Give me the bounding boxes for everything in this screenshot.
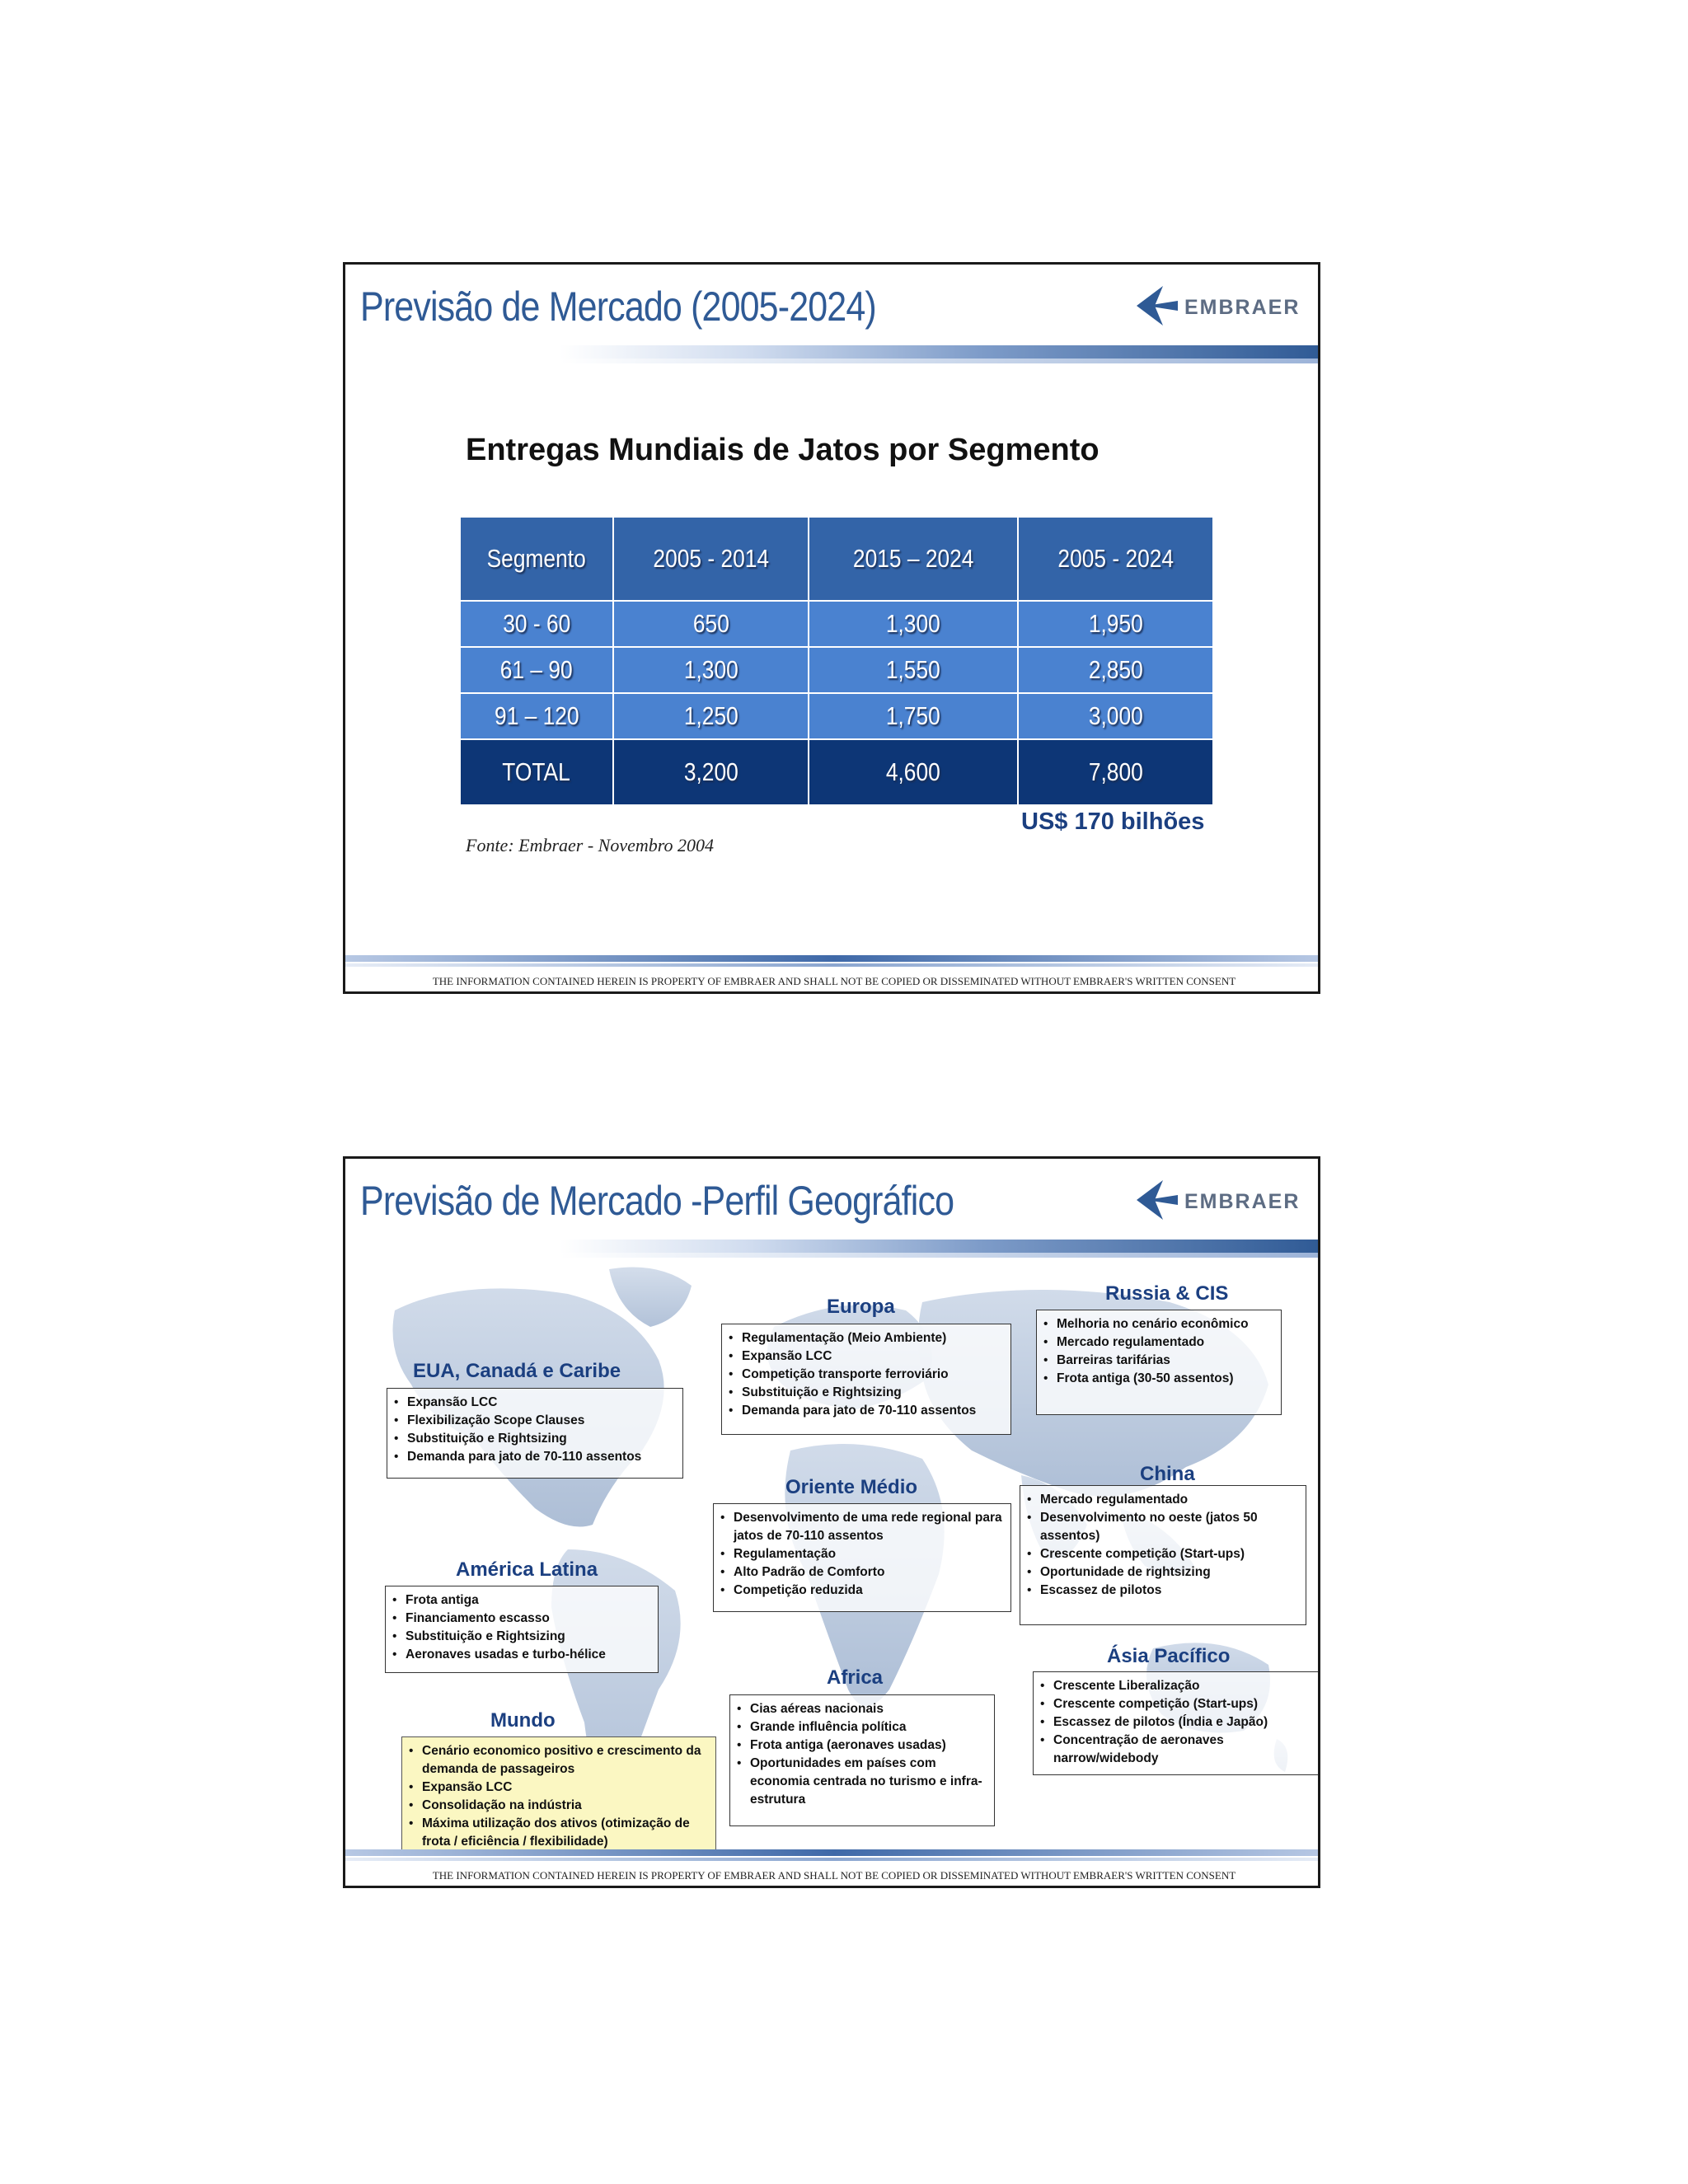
table-title: Entregas Mundiais de Jatos por Segmento [466, 433, 1100, 467]
region-title-europe: Europa [827, 1296, 895, 1318]
header-cell: Segmento [460, 517, 613, 601]
embraer-logo [1130, 1175, 1303, 1225]
region-title-middle-east: Oriente Médio [785, 1476, 918, 1498]
table-header-row [460, 517, 1213, 601]
list-item: • Mercado regulamentado [1027, 1491, 1299, 1509]
list-item: • Demanda para jato de 70-110 assentos [394, 1448, 676, 1466]
table-cell: 3,000 [1018, 693, 1213, 739]
list-item: • Expansão LCC [729, 1347, 1004, 1366]
region-title-latin-america: América Latina [456, 1558, 598, 1581]
list-item: • Financiamento escasso [392, 1610, 651, 1628]
table-cell: 1,750 [809, 693, 1018, 739]
table-cell: 650 [613, 601, 809, 647]
list-item: • Frota antiga [392, 1591, 651, 1610]
table-cell: 30 - 60 [460, 601, 613, 647]
table-cell: 61 – 90 [460, 647, 613, 693]
list-item: • Escassez de pilotos [1027, 1582, 1299, 1600]
slide-title: Previsão de Mercado -Perfil Geográfico [360, 1178, 954, 1224]
table-row [460, 647, 1213, 693]
list-item: • Expansão LCC [409, 1779, 709, 1797]
embraer-wing-icon [1130, 281, 1179, 330]
table-cell: 1,300 [613, 647, 809, 693]
list-item: • Crescente Liberalização [1040, 1677, 1315, 1695]
list-item: • Consolidação na indústria [409, 1797, 709, 1815]
region-title-russia: Russia & CIS [1105, 1282, 1229, 1305]
list-item: • Regulamentação [720, 1545, 1004, 1563]
list-item: • Frota antiga (aeronaves usadas) [737, 1736, 987, 1755]
table-cell: 91 – 120 [460, 693, 613, 739]
list-item: • Máxima utilização dos ativos (otimização de frota / eficiência / flexibilidade) [409, 1815, 709, 1851]
region-title-asia-pacific: Ásia Pacífico [1107, 1645, 1231, 1667]
list-item: • Competição transporte ferroviário [729, 1366, 1004, 1384]
table-cell: 4,600 [809, 739, 1018, 805]
region-box-russia [1036, 1310, 1282, 1415]
header-gradient-bar-thin [560, 1253, 1320, 1258]
table-cell: 7,800 [1018, 739, 1213, 805]
list-item: • Substituição e Rightsizing [729, 1384, 1004, 1402]
region-box-europe [721, 1324, 1011, 1435]
region-box-latin-america [385, 1586, 659, 1673]
list-item: • Substituição e Rightsizing [394, 1430, 676, 1448]
embraer-wing-icon [1130, 1175, 1179, 1225]
region-box-china [1020, 1485, 1306, 1625]
list-item: • Aeronaves usadas e turbo-hélice [392, 1646, 651, 1664]
list-item: • Cias aéreas nacionais [737, 1700, 987, 1718]
region-title-eua: EUA, Canadá e Caribe [413, 1360, 621, 1382]
region-title-world: Mundo [490, 1709, 556, 1732]
list-item: • Concentração de aeronaves narrow/widebody [1040, 1732, 1315, 1768]
header-cell: 2005 - 2024 [1018, 517, 1213, 601]
list-item: • Crescente competição (Start-ups) [1027, 1545, 1299, 1563]
total-value-note: US$ 170 bilhões [1021, 808, 1205, 835]
list-item: • Oportunidade de rightsizing [1027, 1563, 1299, 1582]
header-gradient-bar-thin [560, 359, 1320, 363]
list-item: • Substituição e Rightsizing [392, 1628, 651, 1646]
table-cell: 1,550 [809, 647, 1018, 693]
list-item: • Desenvolvimento no oeste (jatos 50 assentos) [1027, 1509, 1299, 1545]
list-item: • Expansão LCC [394, 1394, 676, 1412]
list-item: • Regulamentação (Meio Ambiente) [729, 1329, 1004, 1347]
header-cell: 2015 – 2024 [809, 517, 1018, 601]
footer-gradient-bar [345, 955, 1320, 962]
list-item: • Frota antiga (30-50 assentos) [1043, 1370, 1274, 1388]
list-item: • Grande influência política [737, 1718, 987, 1736]
header-gradient-bar [560, 345, 1320, 359]
slide-title: Previsão de Mercado (2005-2024) [360, 284, 876, 330]
region-title-africa: Africa [827, 1666, 884, 1689]
deliveries-table [459, 516, 1214, 806]
list-item: • Oportunidades em países com economia centrada no turismo e infra-estrutura [737, 1755, 987, 1809]
table-cell: 1,250 [613, 693, 809, 739]
table-row [460, 601, 1213, 647]
confidentiality-footer: THE INFORMATION CONTAINED HEREIN IS PROPERTY OF EMBRAER AND SHALL NOT BE COPIED OR DISSEMINATED WITHOUT EMBRAER'S WRITTEN CONSENT [432, 1869, 1236, 1882]
logo-text: EMBRAER [1184, 1190, 1301, 1213]
header-gradient-bar [560, 1240, 1320, 1253]
table-cell: 3,200 [613, 739, 809, 805]
list-item: • Demanda para jato de 70-110 assentos [729, 1402, 1004, 1420]
table-cell: TOTAL [460, 739, 613, 805]
header-cell: 2005 - 2014 [613, 517, 809, 601]
slide-market-forecast [343, 262, 1320, 994]
table-cell: 1,300 [809, 601, 1018, 647]
footer-gradient-bar [345, 1849, 1320, 1856]
table-row [460, 693, 1213, 739]
confidentiality-footer: THE INFORMATION CONTAINED HEREIN IS PROPERTY OF EMBRAER AND SHALL NOT BE COPIED OR DISSEMINATED WITHOUT EMBRAER'S WRITTEN CONSENT [432, 975, 1236, 987]
list-item: • Competição reduzida [720, 1582, 1004, 1600]
list-item: • Desenvolvimento de uma rede regional para jatos de 70-110 assentos [720, 1509, 1004, 1545]
list-item: • Melhoria no cenário econômico [1043, 1315, 1274, 1333]
region-box-middle-east [713, 1503, 1011, 1612]
slide-geographic-profile [343, 1156, 1320, 1888]
embraer-logo [1130, 281, 1303, 330]
list-item: • Mercado regulamentado [1043, 1333, 1274, 1352]
region-box-eua [387, 1388, 683, 1479]
list-item: • Alto Padrão de Comforto [720, 1563, 1004, 1582]
region-box-world [401, 1736, 716, 1855]
list-item: • Flexibilização Scope Clauses [394, 1412, 676, 1430]
source-note: Fonte: Embraer - Novembro 2004 [466, 835, 715, 855]
region-box-asia-pacific [1033, 1671, 1320, 1775]
table-total-row [460, 739, 1213, 805]
region-title-china: China [1140, 1463, 1195, 1485]
table-cell: 2,850 [1018, 647, 1213, 693]
table-cell: 1,950 [1018, 601, 1213, 647]
footer-gradient-bar-thin [345, 963, 1320, 967]
logo-text: EMBRAER [1184, 296, 1301, 319]
footer-gradient-bar-thin [345, 1858, 1320, 1861]
list-item: • Crescente competição (Start-ups) [1040, 1695, 1315, 1713]
region-box-africa [729, 1694, 995, 1826]
list-item: • Escassez de pilotos (Índia e Japão) [1040, 1713, 1315, 1732]
list-item: • Barreiras tarifárias [1043, 1352, 1274, 1370]
list-item: • Cenário economico positivo e crescimento da demanda de passageiros [409, 1742, 709, 1779]
